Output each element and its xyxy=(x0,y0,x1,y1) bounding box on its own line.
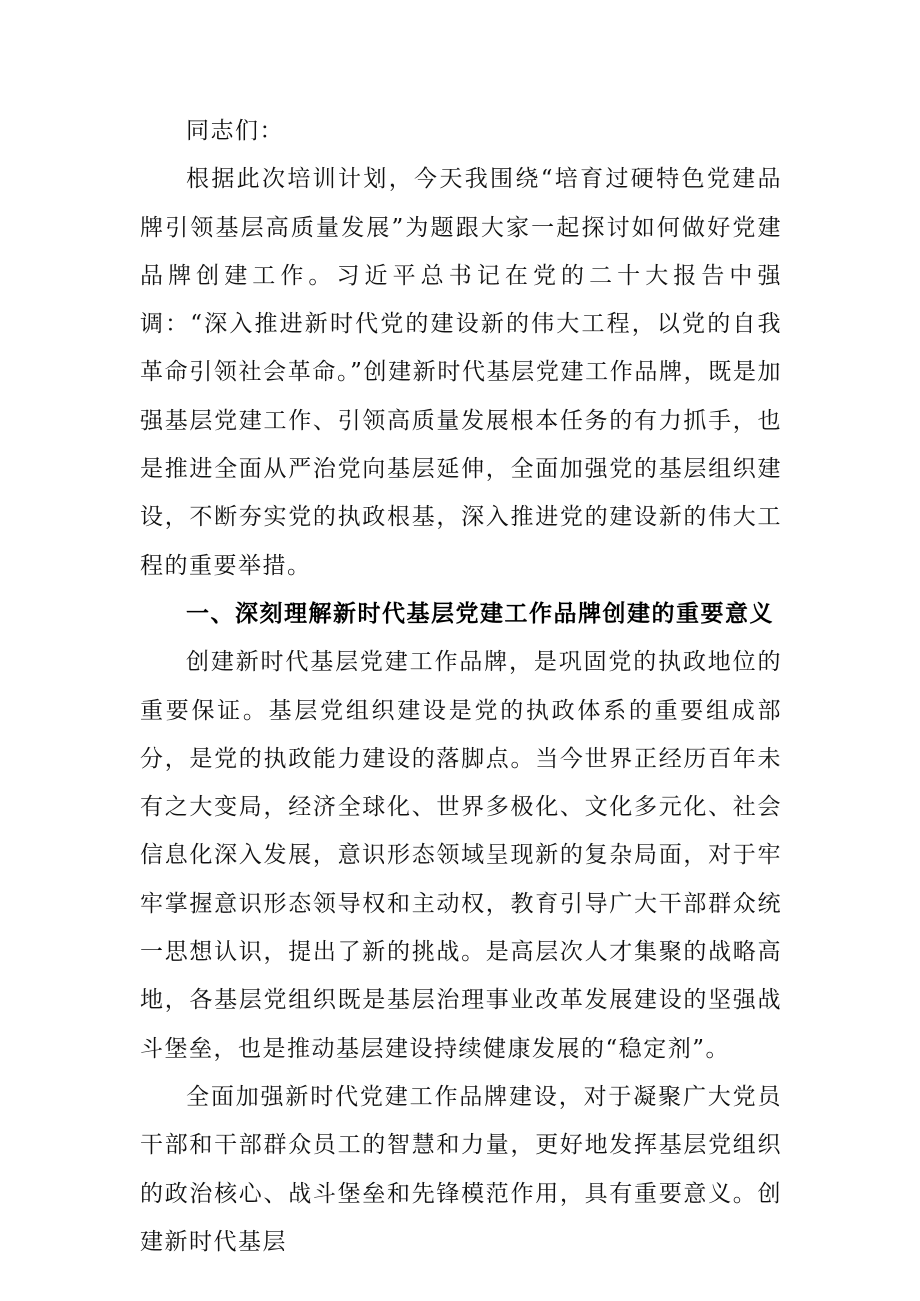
salutation: 同志们： xyxy=(186,118,284,144)
intro-paragraph: 根据此次培训计划，今天我围绕“培育过硬特色党建品牌引领基层高质量发展”为题跟大家一起探讨如何做好党建品牌创建工作。习近平总书记在党的二十大报告中强调：“深入推进新时代党的建设新的伟大工程，以党的自我革命引领社会革命。”创建新时代基层党建工作品牌，既是加强基层党建工作、引领高质量发展根本任务的有力抓手，也是推进全面从严治党向基层延伸，全面加强党的基层组织建设，不断夯实党的执政根基，深入推进党的建设新的伟大工程的重要举措。 xyxy=(140,166,782,579)
section-paragraph: 创建新时代基层党建工作品牌，是巩固党的执政地位的重要保证。基层党组织建设是党的执政体系的重要组成部分，是党的执政能力建设的落脚点。当今世界正经历百年未有之大变局，经济全球化、世界多极化、文化多元化、社会信息化深入发展，意识形态领域呈现新的复杂局面，对于牢牢掌握意识形态领导权和主动权，教育引导广大干部群众统一思想认识，提出了新的挑战。是高层次人才集聚的战略高地，各基层党组织既是基层治理事业改革发展建设的坚强战斗堡垒，也是推动基层建设持续健康发展的“稳定剂”。 xyxy=(140,649,782,1062)
document-body xyxy=(140,107,782,1266)
section-heading: 一、深刻理解新时代基层党建工作品牌创建的重要意义 xyxy=(186,600,774,627)
section-paragraph: 全面加强新时代党建工作品牌建设，对于凝聚广大党员干部和干部群众员工的智慧和力量，更好地发挥基层党组织的政治核心、战斗堡垒和先锋模范作用，具有重要意义。创建新时代基层 xyxy=(140,1083,782,1255)
